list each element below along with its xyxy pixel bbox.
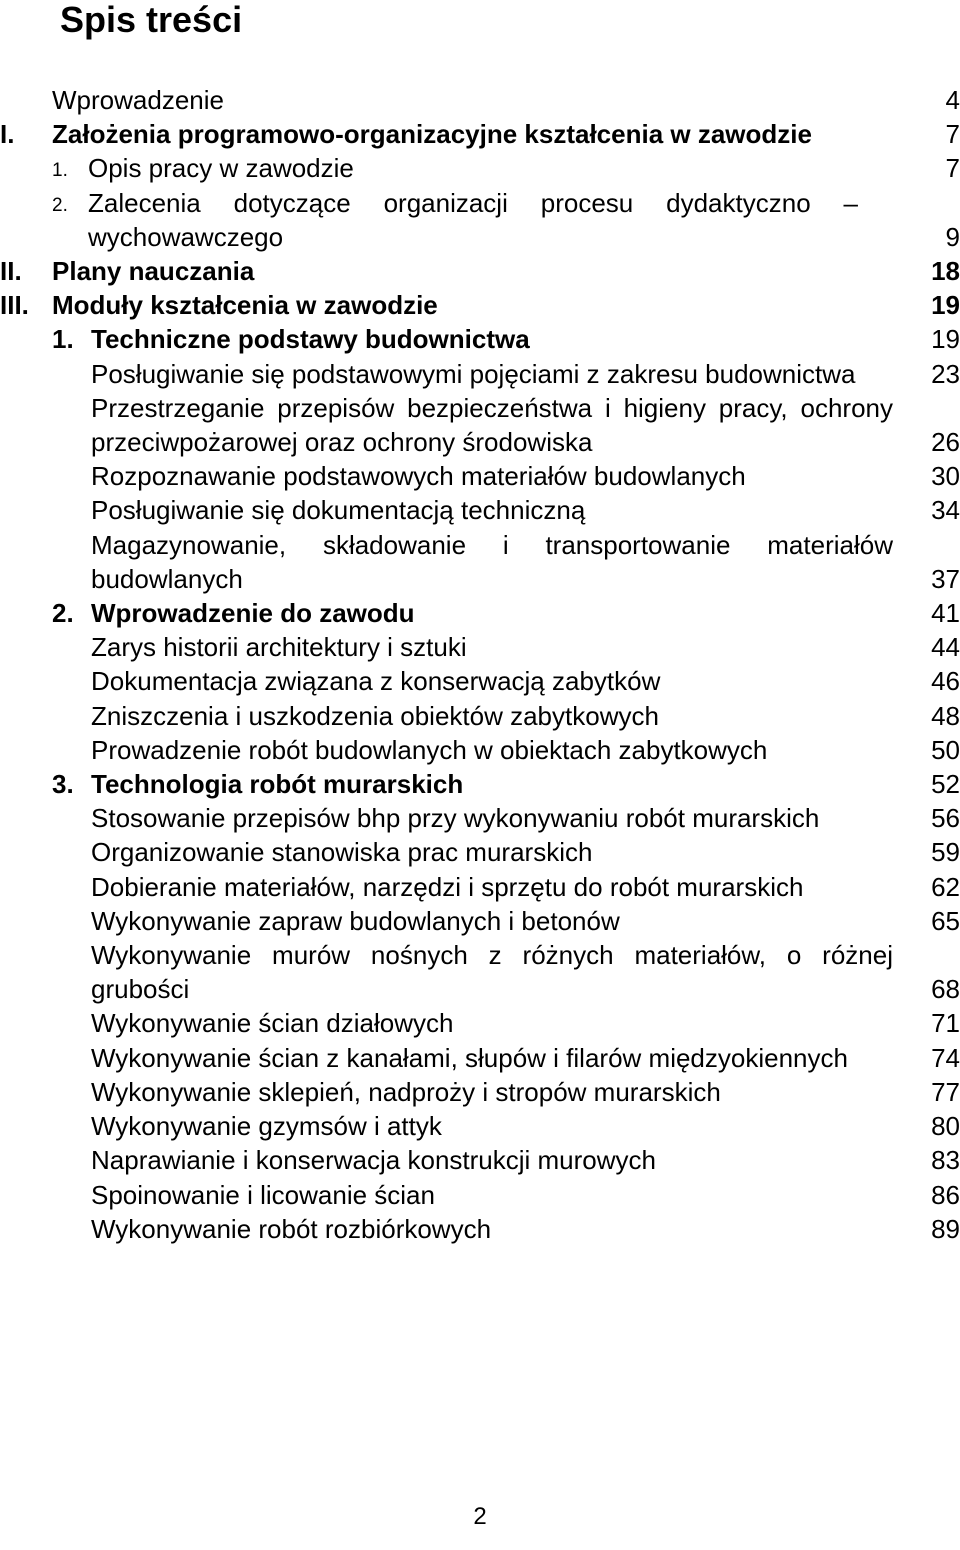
toc-entry-title: Wykonywanie robót rozbiórkowych: [91, 1213, 492, 1244]
toc-entry-page: 9: [945, 221, 960, 252]
toc-entry-page: 48: [931, 700, 960, 731]
toc-entry-title: Wykonywanie ścian z kanałami, słupów i filarów międzyokiennych: [91, 1042, 848, 1073]
toc-entry-page: 74: [931, 1042, 960, 1073]
toc-entry: [0, 151, 960, 185]
toc-entry-title: Spoinowanie i licowanie ścian: [91, 1179, 435, 1210]
toc-entry: [0, 1041, 960, 1075]
toc-entry-number: 1.: [52, 160, 68, 182]
toc-entry-title: Wprowadzenie: [52, 85, 224, 115]
toc-entry-page: 62: [931, 871, 960, 902]
toc-entry: [0, 493, 960, 527]
toc-entry: [0, 767, 960, 801]
toc-entry-title: Moduły kształcenia w zawodzie: [52, 290, 438, 321]
toc-entry-title: Wykonywanie zapraw budowlanych i betonów: [91, 905, 620, 936]
toc-entry-page: 65: [931, 905, 960, 936]
toc-entry-page: 41: [931, 598, 960, 629]
toc-entry-page: 77: [931, 1076, 960, 1107]
toc-entry-page: 18: [931, 256, 960, 287]
toc-entry-title: Prowadzenie robót budowlanych w obiektach zabytkowych: [91, 734, 768, 765]
toc-entry-page: 50: [931, 734, 960, 765]
toc-entry: [0, 699, 960, 733]
toc-entry-number: 1.: [52, 324, 74, 355]
toc-entry-title: Wykonywanie gzymsów i attyk: [91, 1111, 442, 1142]
toc-entry-page: 23: [931, 358, 960, 389]
toc-entry-title: Opis pracy w zawodzie: [88, 153, 354, 184]
toc-entry-page: 56: [931, 803, 960, 834]
toc-entry-title: Plany nauczania: [52, 256, 255, 287]
toc-entry-title: Organizowanie stanowiska prac murarskich: [91, 837, 593, 868]
toc-entry-page: 26: [931, 427, 960, 458]
toc-entry-number: I.: [0, 119, 15, 150]
toc-entry-title: Wykonywanie ścian działowych: [91, 1008, 454, 1039]
toc-entry-page: 83: [931, 1145, 960, 1176]
toc-entry-title: Wykonywanie murów nośnych z różnych materiałów, o różnej grubości: [91, 940, 893, 1005]
toc-entry: [0, 1143, 960, 1177]
toc-entry: [0, 733, 960, 767]
toc-entry-title: Technologia robót murarskich: [91, 769, 464, 800]
toc-entry-page: 30: [931, 461, 960, 492]
toc-entry-number: II.: [0, 256, 22, 287]
toc-entry-title: Rozpoznawanie podstawowych materiałów budowlanych: [91, 461, 746, 492]
toc-entry-page: 4: [945, 85, 960, 115]
toc-entry-number: 2.: [52, 598, 74, 629]
toc-entry-title: Dokumentacja związana z konserwacją zabytków: [91, 666, 661, 697]
toc-entry-title: Zalecenia dotyczące organizacji procesu dydaktyczno – wychowawczego: [88, 187, 858, 252]
toc-entry: [0, 835, 960, 869]
toc-entry-page: 34: [931, 495, 960, 526]
table-of-contents: [0, 83, 960, 1246]
toc-entry-number: 3.: [52, 769, 74, 800]
page-number: 2: [473, 1503, 487, 1530]
toc-entry: [0, 322, 960, 356]
toc-entry: [0, 801, 960, 835]
toc-entry-title: Dobieranie materiałów, narzędzi i sprzętu do robót murarskich: [91, 871, 804, 902]
toc-entry-page: 44: [931, 632, 960, 663]
toc-entry-number: III.: [0, 290, 29, 321]
toc-entry-title: Zniszczenia i uszkodzenia obiektów zabytkowych: [91, 700, 659, 731]
toc-entry-title: Założenia programowo-organizacyjne kształcenia w zawodzie: [52, 119, 812, 150]
toc-entry: [0, 1109, 960, 1143]
toc-entry: [0, 596, 960, 630]
toc-entry: [0, 117, 960, 151]
toc-entry: [0, 1178, 960, 1212]
toc-entry-page: 59: [931, 837, 960, 868]
toc-entry: [0, 938, 960, 1006]
toc-entry-title: Wprowadzenie do zawodu: [91, 598, 415, 629]
toc-entry-page: 37: [931, 563, 960, 594]
toc-entry-page: 89: [931, 1213, 960, 1244]
toc-entry: [0, 904, 960, 938]
toc-entry-page: 80: [931, 1111, 960, 1142]
toc-entry-page: 19: [931, 290, 960, 321]
toc-entry: [0, 528, 960, 596]
toc-entry: [0, 254, 960, 288]
toc-entry: [0, 630, 960, 664]
toc-entry: [0, 459, 960, 493]
toc-entry-page: 52: [931, 769, 960, 800]
toc-entry-number: 2.: [52, 194, 68, 216]
toc-entry: [0, 391, 960, 459]
toc-entry-title: Wykonywanie sklepień, nadproży i stropów murarskich: [91, 1076, 721, 1107]
page-title: Spis treści: [60, 0, 243, 40]
toc-entry-title: Naprawianie i konserwacja konstrukcji murowych: [91, 1145, 656, 1176]
toc-entry-title: Posługiwanie się podstawowymi pojęciami z zakresu budownictwa: [91, 358, 856, 389]
toc-entry: [0, 1006, 960, 1040]
toc-entry-page: 46: [931, 666, 960, 697]
toc-entry-page: 68: [931, 974, 960, 1005]
toc-entry-title: Magazynowanie, składowanie i transportowanie materiałów budowlanych: [91, 529, 893, 594]
toc-entry-page: 71: [931, 1008, 960, 1039]
toc-entry: [0, 1212, 960, 1246]
toc-entry: [0, 288, 960, 322]
toc-entry: [0, 186, 960, 254]
toc-entry-page: 7: [945, 153, 960, 184]
toc-entry: [0, 83, 960, 117]
toc-entry-title: Techniczne podstawy budownictwa: [91, 324, 530, 355]
toc-entry-title: Stosowanie przepisów bhp przy wykonywaniu robót murarskich: [91, 803, 820, 834]
toc-entry: [0, 1075, 960, 1109]
toc-entry-title: Posługiwanie się dokumentacją techniczną: [91, 495, 586, 526]
toc-entry-page: 7: [945, 119, 960, 150]
toc-entry-title: Zarys historii architektury i sztuki: [91, 632, 467, 663]
toc-entry-page: 86: [931, 1179, 960, 1210]
toc-entry-page: 19: [931, 324, 960, 355]
toc-entry: [0, 870, 960, 904]
toc-entry-title: Przestrzeganie przepisów bezpieczeństwa i higieny pracy, ochrony przeciwpożarowej oraz ochrony środowiska: [91, 392, 893, 458]
toc-entry: [0, 664, 960, 698]
toc-entry: [0, 357, 960, 391]
